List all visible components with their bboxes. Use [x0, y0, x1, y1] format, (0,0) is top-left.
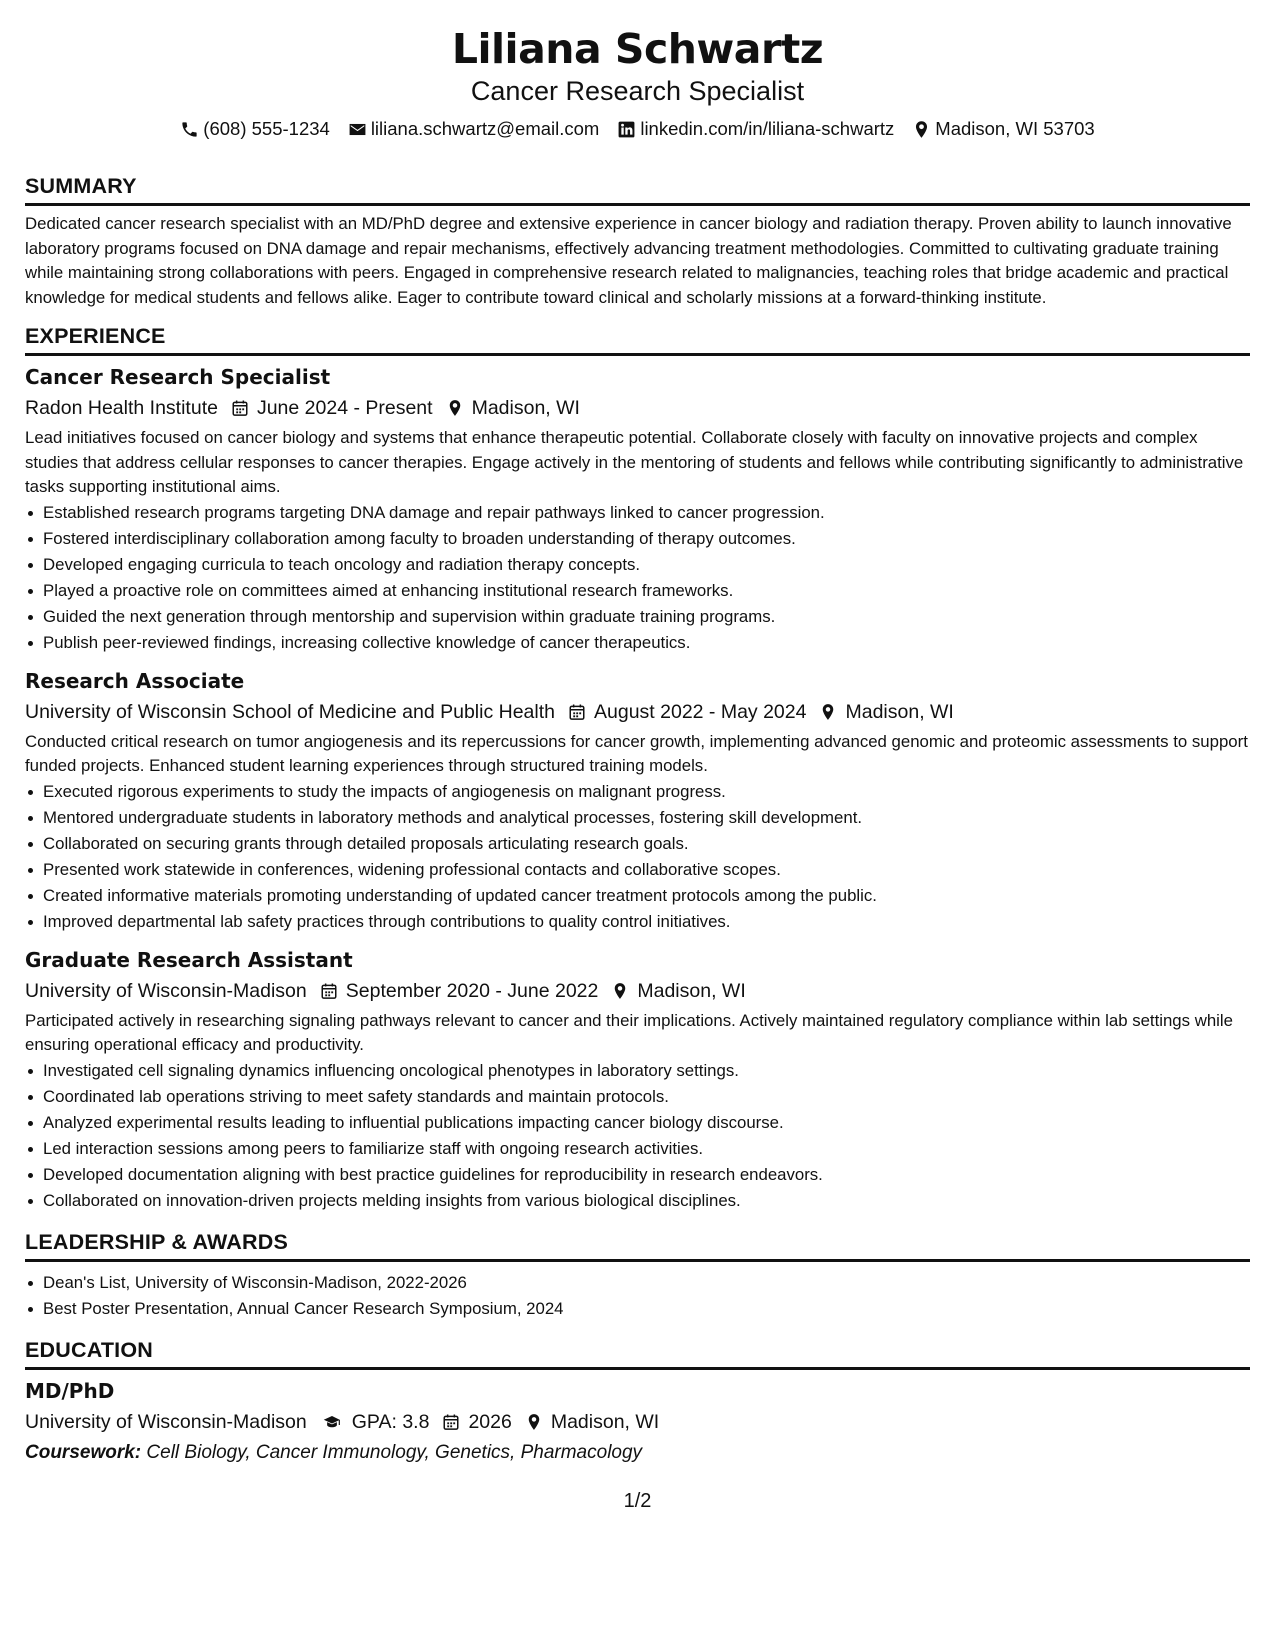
- job-org: University of Wisconsin School of Medicine and Public Health: [25, 700, 555, 723]
- map-pin-icon: [446, 399, 464, 417]
- job-dates: June 2024 - Present: [256, 397, 433, 419]
- degree-title: MD/PhD: [25, 1378, 115, 1403]
- job-title: Cancer Research Specialist: [25, 365, 331, 389]
- list-item: Coordinated lab operations striving to meet safety standards and maintain protocols.: [25, 1084, 1250, 1110]
- calendar-icon: [568, 703, 586, 721]
- list-item: Best Poster Presentation, Annual Cancer Research Symposium, 2024: [25, 1296, 1250, 1322]
- job-description: Conducted critical research on tumor angiogenesis and its repercussions for cancer growth, implementing advanced genomic and proteomic assessments to support funded projects. Enhanced student learning experiences through structured training models.: [25, 731, 1248, 775]
- resume-header: [25, 24, 1250, 144]
- job-meta: [25, 975, 1250, 1007]
- list-item: Dean's List, University of Wisconsin-Madison, 2022-2026: [25, 1270, 1250, 1296]
- list-item: Mentored undergraduate students in laboratory methods and analytical processes, fostering skill development.: [25, 805, 1250, 831]
- awards-list: [25, 1270, 1250, 1322]
- job-title: Research Associate: [25, 668, 245, 693]
- job-dates: August 2022 - May 2024: [594, 700, 807, 723]
- job-bullets: [25, 779, 1250, 935]
- calendar-icon: [320, 982, 338, 1000]
- graduation-year: 2026: [468, 1410, 512, 1433]
- candidate-role: Cancer Research Specialist: [470, 76, 805, 106]
- list-item: Publish peer-reviewed findings, increasing collective knowledge of cancer therapeutics.: [25, 630, 1250, 656]
- calendar-icon: [442, 1413, 460, 1431]
- list-item: Led interaction sessions among peers to familiarize staff with ongoing research activities.: [25, 1136, 1250, 1162]
- coursework-line: [25, 1438, 1250, 1468]
- education-section: [25, 1338, 1250, 1468]
- graduation-cap-icon: [320, 1413, 344, 1431]
- list-item: Created informative materials promoting understanding of updated cancer treatment protocols among the public.: [25, 883, 1250, 909]
- job-title: Graduate Research Assistant: [25, 947, 353, 972]
- summary-text: Dedicated cancer research specialist with an MD/PhD degree and extensive experience in cancer biology and radiation therapy. Proven ability to launch innovative laboratory programs focused on DNA damage and repair mechanisms, effectively advancing treatment methodologies. Committed to cultivating graduate training while maintaining strong collaborations with peers. Engaged in comprehensive research related to malignancies, teaching roles that bridge academic and practical knowledge for medical students and fellows alike. Eager to contribute toward clinical and scholarly missions at a forward-thinking institute.: [25, 214, 1232, 307]
- job-entry: [25, 362, 1250, 656]
- list-item: Analyzed experimental results leading to influential publications impacting cancer biology discourse.: [25, 1110, 1250, 1136]
- job-description: Lead initiatives focused on cancer biology and systems that enhance therapeutic potential. Collaborate closely with faculty on innovative projects and complex studies that address cellular responses to cancer therapies. Engage actively in the mentoring of students and fellows while contributing significantly to administrative tasks supporting institutional aims.: [25, 428, 1244, 496]
- list-item: Collaborated on securing grants through detailed proposals articulating research goals.: [25, 831, 1250, 857]
- job-meta: [25, 392, 1250, 424]
- list-item: Investigated cell signaling dynamics influencing oncological phenotypes in laboratory settings.: [25, 1058, 1250, 1084]
- job-org: Radon Health Institute: [25, 397, 218, 419]
- experience-heading: EXPERIENCE: [25, 324, 1250, 356]
- contact-linkedin[interactable]: [617, 114, 894, 144]
- summary-section: [25, 174, 1250, 310]
- phone-icon: [180, 120, 199, 139]
- job-location: Madison, WI: [845, 700, 954, 723]
- job-location: Madison, WI: [471, 397, 580, 419]
- calendar-icon: [231, 399, 249, 417]
- education-meta: [25, 1406, 1250, 1438]
- awards-section: [25, 1230, 1250, 1322]
- list-item: Improved departmental lab safety practices through contributions to quality control initiatives.: [25, 909, 1250, 935]
- list-item: Collaborated on innovation-driven projects melding insights from various biological disciplines.: [25, 1188, 1250, 1214]
- job-bullets: [25, 500, 1250, 656]
- location-text: Madison, WI 53703: [935, 118, 1095, 139]
- envelope-icon: [348, 120, 367, 139]
- coursework-text: Cell Biology, Cancer Immunology, Genetics, Pharmacology: [146, 1441, 643, 1463]
- summary-heading: SUMMARY: [25, 174, 1250, 206]
- gpa-text: GPA: 3.8: [351, 1410, 430, 1433]
- map-pin-icon: [525, 1413, 543, 1431]
- job-dates: September 2020 - June 2022: [345, 979, 599, 1002]
- education-heading: EDUCATION: [25, 1338, 1250, 1370]
- school-location: Madison, WI: [550, 1410, 660, 1433]
- page-number: 1/2: [623, 1490, 652, 1512]
- phone-text: (608) 555-1234: [203, 118, 330, 139]
- list-item: Guided the next generation through mentorship and supervision within graduate training programs.: [25, 604, 1250, 630]
- list-item: Presented work statewide in conferences, widening professional contacts and collaborative scopes.: [25, 857, 1250, 883]
- contact-location: [912, 114, 1094, 144]
- experience-section: [25, 324, 1250, 1214]
- job-entry: [25, 945, 1250, 1214]
- list-item: Developed documentation aligning with best practice guidelines for reproducibility in research endeavors.: [25, 1162, 1250, 1188]
- coursework-label: Coursework:: [25, 1441, 142, 1463]
- contact-line: [25, 114, 1250, 144]
- resume-page: [25, 0, 1250, 1468]
- email-text[interactable]: liliana.schwartz@email.com: [370, 118, 600, 139]
- list-item: Played a proactive role on committees aimed at enhancing institutional research frameworks.: [25, 578, 1250, 604]
- school-name: University of Wisconsin-Madison: [25, 1410, 307, 1433]
- list-item: Executed rigorous experiments to study the impacts of angiogenesis on malignant progress.: [25, 779, 1250, 805]
- job-bullets: [25, 1058, 1250, 1214]
- linkedin-text[interactable]: linkedin.com/in/liliana-schwartz: [640, 118, 895, 139]
- list-item: Developed engaging curricula to teach oncology and radiation therapy concepts.: [25, 552, 1250, 578]
- linkedin-icon: [617, 120, 636, 139]
- contact-phone: [180, 114, 330, 144]
- candidate-name: Liliana Schwartz: [451, 25, 824, 73]
- map-pin-icon: [611, 982, 629, 1000]
- job-location: Madison, WI: [637, 979, 746, 1002]
- job-entry: [25, 666, 1250, 935]
- map-pin-icon: [912, 120, 931, 139]
- list-item: Established research programs targeting DNA damage and repair pathways linked to cancer progression.: [25, 500, 1250, 526]
- job-org: University of Wisconsin-Madison: [25, 979, 307, 1002]
- map-pin-icon: [819, 703, 837, 721]
- job-description: Participated actively in researching signaling pathways relevant to cancer and their implications. Actively maintained regulatory compliance within lab settings while ensuring operational efficacy and productivity.: [25, 1010, 1233, 1054]
- contact-email[interactable]: [348, 114, 600, 144]
- awards-heading: LEADERSHIP & AWARDS: [25, 1230, 1250, 1262]
- list-item: Fostered interdisciplinary collaboration among faculty to broaden understanding of therapy outcomes.: [25, 526, 1250, 552]
- job-meta: [25, 696, 1250, 728]
